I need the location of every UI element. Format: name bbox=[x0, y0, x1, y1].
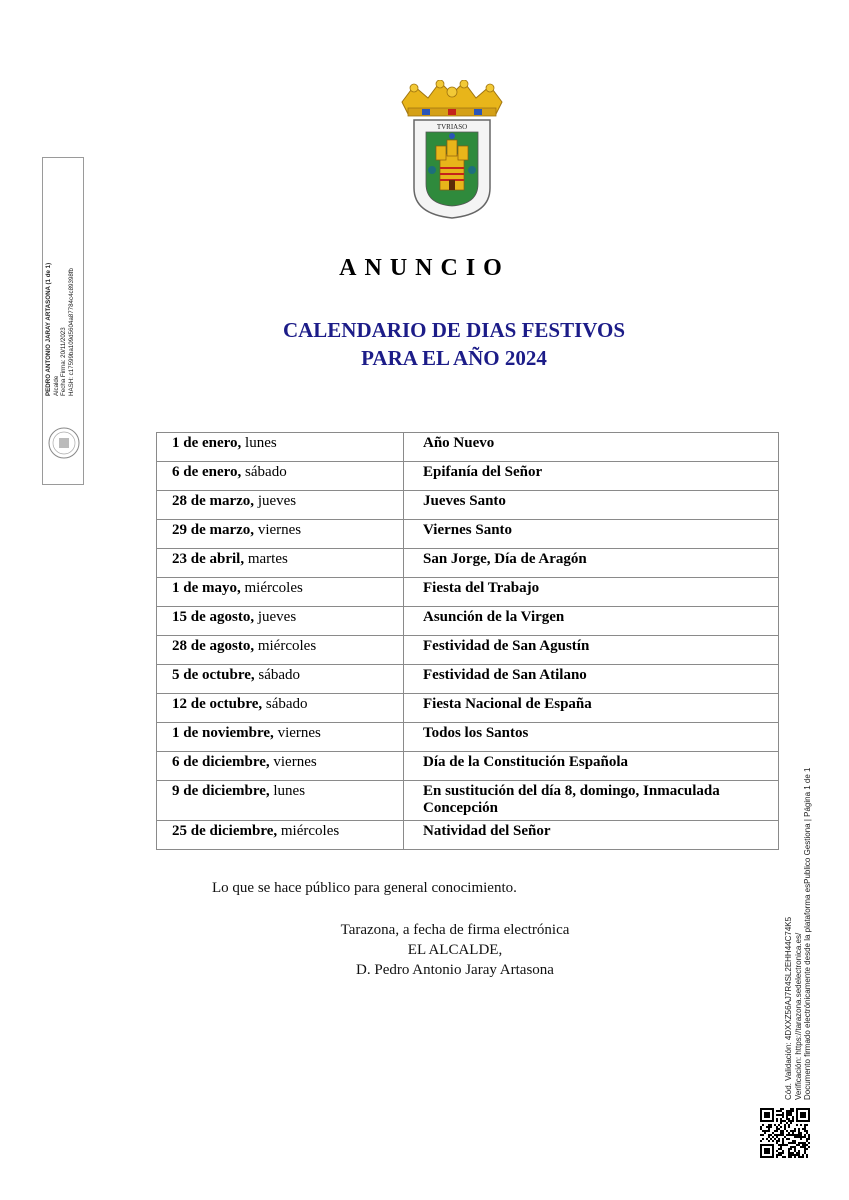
holiday-date: 1 de noviembre, bbox=[172, 725, 274, 741]
holiday-name: Jueves Santo bbox=[404, 491, 779, 520]
table-row bbox=[157, 781, 779, 821]
holiday-name: Natividad del Señor bbox=[404, 821, 779, 850]
holiday-date-cell bbox=[157, 607, 404, 636]
table-row bbox=[157, 491, 779, 520]
holiday-date: 29 de marzo, bbox=[172, 522, 255, 538]
holiday-weekday: lunes bbox=[273, 783, 306, 799]
holiday-name: Asunción de la Virgen bbox=[404, 607, 779, 636]
table-row bbox=[157, 636, 779, 665]
holiday-name: Festividad de San Agustín bbox=[404, 636, 779, 665]
holiday-date-cell bbox=[157, 752, 404, 781]
holiday-date: 6 de diciembre, bbox=[172, 754, 270, 770]
holiday-name: En sustitución del día 8, domingo, Inmaculada Concepción bbox=[404, 781, 779, 821]
holiday-date-cell bbox=[157, 636, 404, 665]
place-date: Tarazona, a fecha de firma electrónica bbox=[340, 922, 570, 938]
holiday-weekday: sábado bbox=[265, 696, 308, 712]
holiday-name: San Jorge, Día de Aragón bbox=[404, 549, 779, 578]
holiday-date: 12 de octubre, bbox=[172, 696, 263, 712]
holiday-name: Festividad de San Atilano bbox=[404, 665, 779, 694]
holidays-table bbox=[156, 432, 779, 850]
holiday-name: Fiesta del Trabajo bbox=[404, 578, 779, 607]
holiday-date: 28 de agosto, bbox=[172, 638, 255, 654]
table-row bbox=[157, 665, 779, 694]
holiday-date-cell bbox=[157, 549, 404, 578]
holiday-date: 15 de agosto, bbox=[172, 609, 255, 625]
holiday-date: 1 de enero, bbox=[172, 435, 242, 451]
holiday-date-cell bbox=[157, 462, 404, 491]
heading-line-2: PARA EL AÑO 2024 bbox=[361, 346, 547, 370]
holiday-weekday: viernes bbox=[273, 754, 317, 770]
holiday-date: 6 de enero, bbox=[172, 464, 242, 480]
holiday-weekday: sábado bbox=[258, 667, 301, 683]
holiday-date-cell bbox=[157, 520, 404, 549]
holiday-weekday: miércoles bbox=[280, 823, 340, 839]
holiday-weekday: lunes bbox=[245, 435, 277, 451]
document-title: ANUNCIO bbox=[339, 255, 510, 281]
holiday-date-cell bbox=[157, 433, 404, 462]
table-row bbox=[157, 723, 779, 752]
holiday-date-cell bbox=[157, 781, 404, 821]
mayor-name: D. Pedro Antonio Jaray Artasona bbox=[356, 962, 554, 978]
qr-code-icon bbox=[760, 1108, 810, 1158]
holiday-date: 5 de octubre, bbox=[172, 667, 255, 683]
signature-date: Fecha Firma: 20/11/2023 bbox=[60, 327, 68, 396]
closing-text: Lo que se hace público para general conocimiento. bbox=[212, 880, 517, 896]
holiday-date-cell bbox=[157, 491, 404, 520]
sign-block bbox=[260, 920, 650, 980]
holiday-weekday: jueves bbox=[257, 493, 297, 509]
holiday-date-cell bbox=[157, 821, 404, 850]
seal-icon bbox=[47, 426, 81, 460]
holiday-date-cell bbox=[157, 665, 404, 694]
table-row bbox=[157, 821, 779, 850]
signed-notice: Documento firmado electrónicamente desde la plataforma esPublico Gestiona | Página 1 de 1 bbox=[803, 767, 813, 1100]
holiday-date: 1 de mayo, bbox=[172, 580, 241, 596]
table-row bbox=[157, 607, 779, 636]
holiday-date: 28 de marzo, bbox=[172, 493, 255, 509]
holiday-weekday: miércoles bbox=[257, 638, 317, 654]
validation-code: Cód. Validación: 4DXXZ56AJ7R4SL2EHH44C74K5 bbox=[784, 916, 793, 1100]
holiday-date: 25 de diciembre, bbox=[172, 823, 278, 839]
holiday-date-cell bbox=[157, 723, 404, 752]
table-row bbox=[157, 578, 779, 607]
mayor-role: EL ALCALDE, bbox=[407, 942, 503, 958]
holiday-weekday: viernes bbox=[257, 522, 302, 538]
coat-motto-top: TVRIASO bbox=[436, 123, 468, 131]
holiday-name: Año Nuevo bbox=[404, 433, 779, 462]
holiday-date: 23 de abril, bbox=[172, 551, 245, 567]
holiday-weekday: martes bbox=[247, 551, 288, 567]
holiday-name: Epifanía del Señor bbox=[404, 462, 779, 491]
table-row bbox=[157, 752, 779, 781]
document-heading bbox=[0, 316, 849, 372]
table-row bbox=[157, 520, 779, 549]
table-row bbox=[157, 462, 779, 491]
holiday-name: Fiesta Nacional de España bbox=[404, 694, 779, 723]
table-row bbox=[157, 433, 779, 462]
table-row bbox=[157, 694, 779, 723]
verification-url: Verificación: https://tarazona.sedelectronica.es/ bbox=[793, 932, 803, 1100]
heading-line-1: CALENDARIO DE DIAS FESTIVOS bbox=[282, 318, 626, 342]
holiday-date-cell bbox=[157, 578, 404, 607]
holiday-weekday: sábado bbox=[245, 464, 287, 480]
holiday-name: Viernes Santo bbox=[404, 520, 779, 549]
signer-name: PEDRO ANTONIO JARAY ARTASONA (1 de 1) bbox=[45, 262, 52, 396]
verification-text bbox=[784, 768, 813, 1101]
coat-of-arms-logo bbox=[396, 80, 508, 220]
holiday-date: 9 de diciembre, bbox=[172, 783, 270, 799]
signer-role: Alcalde bbox=[52, 375, 60, 396]
holiday-name: Día de la Constitución Española bbox=[404, 752, 779, 781]
table-row bbox=[157, 549, 779, 578]
holiday-weekday: viernes bbox=[277, 725, 321, 741]
holiday-weekday: jueves bbox=[257, 609, 297, 625]
signature-hash: HASH: c17599ba109d5604a87784c4c89398fb bbox=[67, 268, 75, 396]
holiday-date-cell bbox=[157, 694, 404, 723]
holiday-weekday: miércoles bbox=[244, 580, 303, 596]
holiday-name: Todos los Santos bbox=[404, 723, 779, 752]
